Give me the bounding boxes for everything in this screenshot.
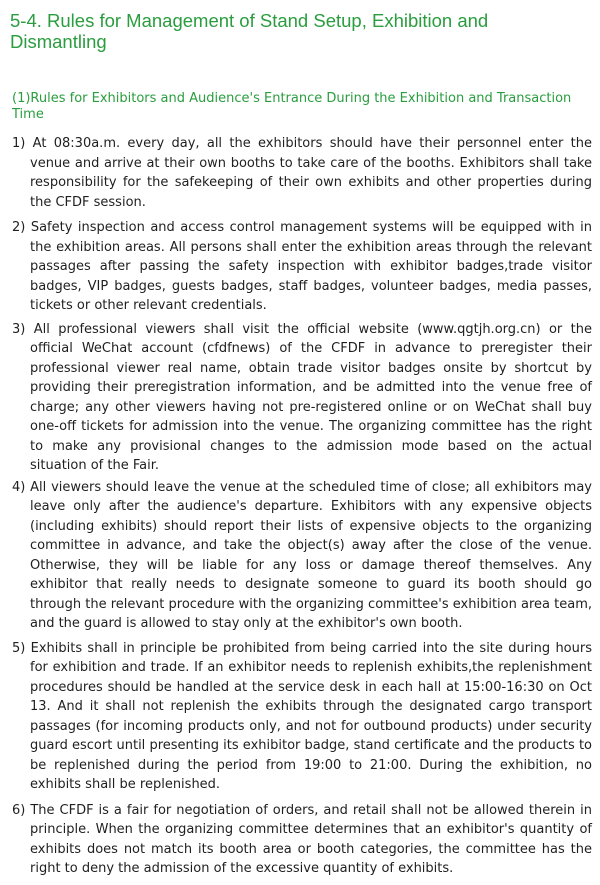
rule-item-4: 4) All viewers should leave the venue at the scheduled time of close; all exhibitors may leave only after the audience's departure. Exhibitors with any expensive objects (including exhibits) should report their lists of expensive objects to the organizing committee in advance, and take the object(s) away after the close of the venue. Otherwise, they will be liable for any loss or damage thereof themselves. Any exhibitor that really needs to designate someone to guard its booth should go through the relevant procedure with the organizing committee's exhibition area team, and the guard is allowed to stay only at the exhibitor's own booth.	[12, 479, 592, 631]
rule-item-6: 6) The CFDF is a fair for negotiation of orders, and retail shall not be allowed therein in principle. When the organizing committee determines that an exhibitor's quantity of exhibits does not match its booth area or booth categories, the committee has the right to deny the admission of the excessive quantity of exhibits.	[12, 802, 592, 876]
rule-item-3: 3) All professional viewers shall visit the official website (www.qgtjh.org.cn) or the official WeChat account (cfdfnews) of the CFDF in advance to preregister their professional viewer real name, obtain trade visitor badges onsite by shortcut by providing their preregistration information, and be admitted into the venue free of charge; any other viewers having not pre-registered online or on WeChat shall buy one-off tickets for admission into the venue. The organizing committee has the right to make any provisional changes to the admission mode based on the actual situation of the Fair.	[12, 321, 592, 473]
rule-item-2: 2) Safety inspection and access control management systems will be equipped with in the exhibition areas. All persons shall enter the exhibition areas through the relevant passages after passing the safety inspection with exhibitor badges,trade visitor badges, VIP badges, guests badges, staff badges, volunteer badges, media passes, tickets or other relevant credentials.	[12, 220, 592, 313]
subsection-title: (1)Rules for Exhibitors and Audience's Entrance During the Exhibition and Transaction Time	[12, 91, 572, 122]
rule-item-1: 1) At 08:30a.m. every day, all the exhibitors should have their personnel enter the venue and arrive at their own booths to take care of the booths. Exhibitors shall take responsibility for the safekeeping of their own exhibits and other properties during the CFDF session.	[12, 136, 592, 210]
section-title: 5-4. Rules for Management of Stand Setup, Exhibition and Dismantling	[10, 10, 489, 52]
rule-item-5: 5) Exhibits shall in principle be prohibited from being carried into the site during hours for exhibition and trade. If an exhibitor needs to replenish exhibits,the replenishment procedures should be handled at the service desk in each hall at 15:00-16:30 on Oct 13. And it shall not replenish the exhibits through the designated cargo transport passages (for incoming products only, and not for outbound products) under security guard escort until presenting its exhibitor badge, stand certificate and the products to be replenished during the period from 19:00 to 21:00. During the exhibition, no exhibits shall be replenished.	[12, 640, 592, 792]
rules-list	[12, 134, 592, 885]
